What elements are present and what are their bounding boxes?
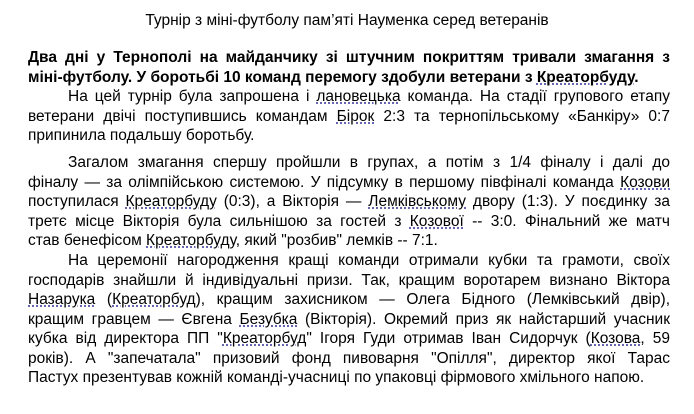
p3-line-3: Назарука (Креаторбуд), кращим захисником — Олега Бідного (Лемківський двір), bbox=[28, 291, 670, 308]
p3-line-7: Пастух презентував кожній команді-учасниці по упаковці фірмового хмільного напою. bbox=[28, 369, 645, 386]
p3-line-5: кубка від директора ПП "Креаторбуд" Ігоря Гуди отримав Іван Сидорчук (Козова, 59 bbox=[28, 330, 670, 347]
paragraph-1 bbox=[28, 87, 670, 146]
paragraph-3 bbox=[28, 251, 670, 388]
p2-line-2: фіналу — за олімпійською системою. У підсумку в першому півфіналі команда Козови bbox=[28, 173, 670, 191]
article-title: Турнір з міні-футболу пам’яті Науменка серед ветеранів bbox=[145, 12, 549, 29]
p1-line-2: ветерани двічі поступившись командам Бірок 2:3 та тернопільському «Банкіру» 0:7 bbox=[28, 107, 670, 125]
p1-line-3: припинила подальшу боротьбу. bbox=[28, 127, 255, 144]
team-name: Креаторбуд bbox=[112, 291, 196, 308]
team-name: Лемківському bbox=[368, 193, 467, 210]
p1-line-1: На цей турнір була запрошена і лановецька команда. На стадії групового етапу bbox=[68, 88, 670, 105]
team-name: Козова bbox=[590, 330, 641, 347]
p3-line-4: кращим гравцем — Євгена Безубка (Вікторія). Окремий приз як найстарший учасник bbox=[28, 310, 670, 328]
lead-line-2: міні-футболу. У боротьбі 10 команд перемогу здобули ветерани з Креаторбуду. bbox=[28, 68, 639, 86]
person-name: Безубка bbox=[239, 310, 298, 328]
lead-line-1: Два дні у Тернополі на майданчику зі штучним покриттям тривали змагання з bbox=[28, 49, 670, 66]
team-name: лановецька bbox=[316, 88, 401, 105]
p3-line-1: На церемонії нагородження кращі команди отримали кубки та грамоти, своїх bbox=[68, 252, 670, 269]
p2-line-4: третє місце Вікторія була сильнішою за гостей з Козової -- 3:0. Фінальний же матч bbox=[28, 212, 670, 230]
lead-paragraph bbox=[28, 48, 670, 87]
p2-line-5: став бенефісом Креаторбуду, який "розбив" лемків -- 7:1. bbox=[28, 232, 438, 249]
p3-line-2: господарів знайшли й індивідуальні призи. Так, кращим воротарем визнано Віктора bbox=[28, 271, 670, 289]
team-name: Креаторбуду bbox=[146, 232, 236, 249]
p2-line-1: Загалом змагання спершу пройшли в групах, а потім з 1/4 фіналу і далі до bbox=[68, 154, 670, 171]
paragraph-2 bbox=[28, 153, 670, 251]
team-name: Креаторбуду bbox=[536, 68, 635, 86]
team-name: Козової bbox=[409, 212, 464, 230]
team-name: Креаторбуд bbox=[222, 330, 307, 347]
p3-line-6: років). А "запечатала" призовий фонд пивоварня "Опілля", директор якої Тарас bbox=[28, 349, 670, 367]
team-name: Козови bbox=[620, 173, 670, 191]
person-name: Назарука bbox=[28, 291, 96, 308]
team-name: Бірок bbox=[336, 107, 375, 125]
team-name: Креаторбуду bbox=[125, 193, 217, 210]
p2-line-3: поступилася Креаторбуду (0:3), а Вікторія — Лемківському двору (1:3). У поєдинку за bbox=[28, 193, 670, 210]
